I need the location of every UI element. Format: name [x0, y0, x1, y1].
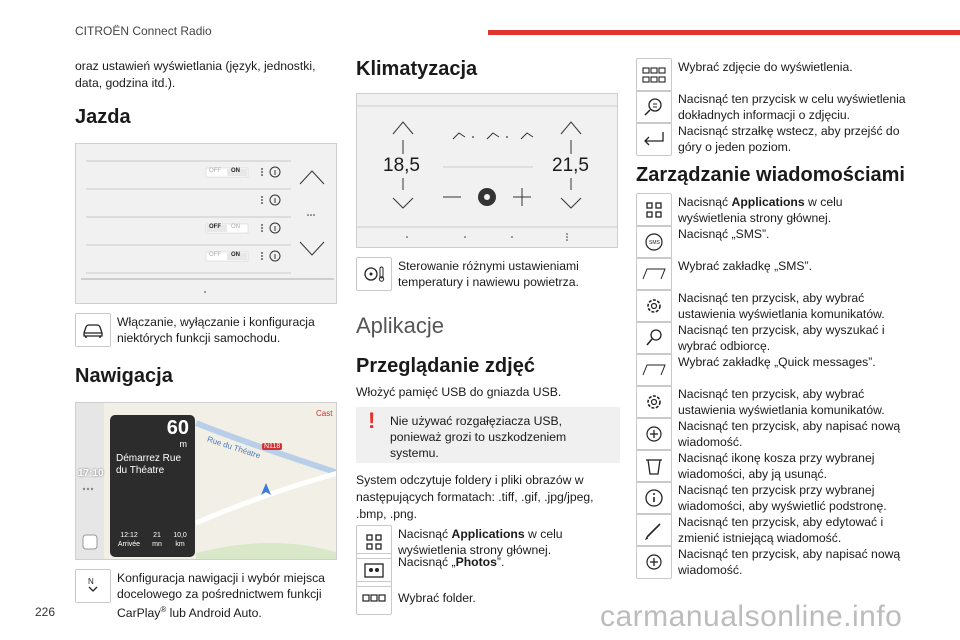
arrival-block	[116, 531, 142, 549]
message-step-4	[636, 289, 906, 323]
warning-icon: !	[368, 408, 376, 433]
message-step-text: Nacisnąć ikonę kosza przy wybranej wiadomości, aby ją usunąć.	[678, 451, 875, 481]
climate-caption	[356, 257, 620, 291]
settings-gear-icon	[636, 385, 672, 419]
toggle-3-off[interactable]: OFF	[209, 224, 221, 230]
navigation-screen	[75, 402, 337, 560]
toggle-1-off[interactable]: OFF	[209, 168, 221, 174]
minutes-label: mn	[152, 541, 162, 548]
heading-klimatyzacja: Klimatyzacja	[356, 58, 478, 80]
back-arrow-icon	[636, 122, 672, 156]
pencil-icon	[636, 513, 672, 547]
message-step-text: Nacisnąć ten przycisk, aby edytować i zmienić istniejącą wiadomość.	[678, 515, 884, 545]
page-number: 226	[35, 605, 56, 619]
heading-jazda: Jazda	[75, 106, 131, 128]
thumbnails-icon	[636, 58, 672, 92]
message-step-6	[636, 353, 906, 387]
message-step-text: Nacisnąć Applications w celu wyświetlenia strony głównej.	[678, 195, 843, 225]
minutes-block	[148, 531, 166, 549]
trash-icon	[636, 449, 672, 483]
arrival-label: Arrivée	[117, 541, 141, 548]
column-3	[636, 58, 906, 579]
distance-unit: m	[179, 439, 187, 449]
usb-warning	[356, 407, 620, 463]
toggle-4-off[interactable]: OFF	[209, 252, 221, 258]
sms-icon	[636, 225, 672, 259]
tab-icon	[636, 257, 672, 291]
nav-instruction: Démarrez Rue du Théatre	[116, 453, 182, 476]
message-step-1	[636, 193, 906, 227]
heading-aplikacje: Aplikacje	[356, 313, 445, 338]
photo-view-step-2: Nacisnąć ten przycisk w celu wyświetlenia dokładnych informacji o zdjęciu.	[636, 90, 906, 124]
apps-grid-icon	[636, 193, 672, 227]
header-accent-bar	[488, 30, 960, 35]
message-step-text: Nacisnąć ten przycisk, aby wyszukać i wybrać odbiorcę.	[678, 323, 885, 353]
temp-left[interactable]: 18,5	[383, 155, 420, 176]
heading-przegladanie-zdjec: Przeglądanie zdjęć	[356, 355, 535, 377]
car-icon	[75, 313, 111, 347]
watermark: carmanualsonline.info	[600, 600, 903, 633]
toggle-4-on[interactable]: ON	[231, 252, 240, 258]
message-step-text: Nacisnąć ten przycisk, aby napisać nową wiadomość.	[678, 419, 901, 449]
message-step-text: Wybrać zakładkę „Quick messages”.	[678, 355, 876, 369]
search-icon	[636, 321, 672, 355]
info-search-icon	[636, 90, 672, 124]
message-step-11	[636, 513, 906, 547]
formats-text: System odczytuje foldery i pliki obrazów w następujących formatach: .tiff, .gif, .jpg/jpeg, .bmp, .png.	[356, 473, 594, 521]
folder-tabs-icon	[356, 581, 392, 615]
message-step-text: Nacisnąć ten przycisk, aby napisać nową wiadomość.	[678, 547, 901, 577]
road-badge: N118	[264, 443, 281, 450]
map-place-label: Cast	[316, 409, 333, 418]
toggle-1-on[interactable]: ON	[231, 168, 240, 174]
message-step-8	[636, 417, 906, 451]
distance-value: 60	[166, 417, 189, 439]
minutes-value: 21	[153, 532, 161, 539]
navigation-caption	[75, 569, 337, 621]
column-1	[75, 58, 337, 621]
km-block	[168, 531, 192, 549]
svg-text:N: N	[88, 577, 94, 586]
message-step-5	[636, 321, 906, 355]
column-2	[356, 58, 620, 615]
photo-step-2: Nacisnąć „Photos”.	[356, 553, 620, 587]
km-label: km	[175, 541, 185, 548]
driving-screen	[75, 143, 337, 304]
svg-text:SMS: SMS	[649, 240, 660, 246]
driving-screen-drawing	[76, 144, 336, 303]
message-step-9	[636, 449, 906, 483]
running-header: CITROËN Connect Radio	[75, 24, 212, 38]
climate-caption-text: Sterowanie różnymi ustawieniami temperatury i nawiewu powietrza.	[398, 259, 579, 289]
usb-instruction: Włożyć pamięć USB do gniazda USB.	[356, 385, 562, 399]
message-step-2	[636, 225, 906, 259]
message-step-text: Nacisnąć ten przycisk, aby wybrać ustawienia wyświetlania komunikatów.	[678, 387, 885, 417]
toggle-3-on[interactable]: ON	[231, 224, 240, 230]
fan-temperature-icon	[356, 257, 392, 291]
message-step-12	[636, 545, 906, 579]
driving-caption-text: Włączanie, wyłączanie i konfiguracja niektórych funkcji samochodu.	[117, 315, 315, 345]
message-step-7	[636, 385, 906, 419]
message-step-text: Nacisnąć ten przycisk, aby wybrać ustawienia wyświetlania komunikatów.	[678, 291, 885, 321]
navigation-arrow-icon	[75, 569, 111, 603]
photo-view-step-3: Nacisnąć strzałkę wstecz, aby przejść do góry o jeden poziom.	[636, 122, 906, 156]
nav-guidance-card	[110, 415, 195, 557]
message-step-text: Nacisnąć „SMS”.	[678, 227, 770, 241]
new-message-icon	[636, 545, 672, 579]
climate-screen	[356, 93, 618, 248]
nav-clock: 17:10	[78, 468, 104, 479]
intro-text: oraz ustawień wyświetlania (język, jednostki, data, godzina itd.).	[75, 59, 316, 90]
message-steps	[636, 193, 906, 579]
info-icon	[636, 481, 672, 515]
navigation-caption-text: Konfiguracja nawigacji i wybór miejsca docelowego za pośrednictwem funkcji CarPlay® lub Android Auto.	[117, 571, 325, 621]
heading-nawigacja: Nawigacja	[75, 365, 173, 387]
tab-icon	[636, 353, 672, 387]
photo-step-1: Nacisnąć Applications w celu wyświetlenia strony głównej.	[356, 525, 620, 559]
usb-warning-text: Nie używać rozgałęziacza USB, ponieważ grozi to uszkodzeniem systemu.	[390, 414, 567, 460]
photo-view-step-1: Wybrać zdjęcie do wyświetlenia.	[636, 58, 906, 92]
message-step-3	[636, 257, 906, 291]
photo-step-3: Wybrać folder.	[356, 581, 620, 615]
km-value: 10,0	[173, 532, 187, 539]
temp-right[interactable]: 21,5	[552, 155, 589, 176]
new-message-icon	[636, 417, 672, 451]
driving-caption	[75, 313, 337, 347]
settings-gear-icon	[636, 289, 672, 323]
heading-zarzadzanie-wiadomosciami: Zarządzanie wiadomościami	[636, 164, 905, 186]
message-step-text: Nacisnąć ten przycisk przy wybranej wiadomości, aby wyświetlić podstronę.	[678, 483, 887, 513]
arrival-time: 12:12	[120, 532, 138, 539]
message-step-text: Wybrać zakładkę „SMS”.	[678, 259, 812, 273]
street-label: Rue du Théatre	[205, 434, 262, 461]
message-step-10	[636, 481, 906, 515]
